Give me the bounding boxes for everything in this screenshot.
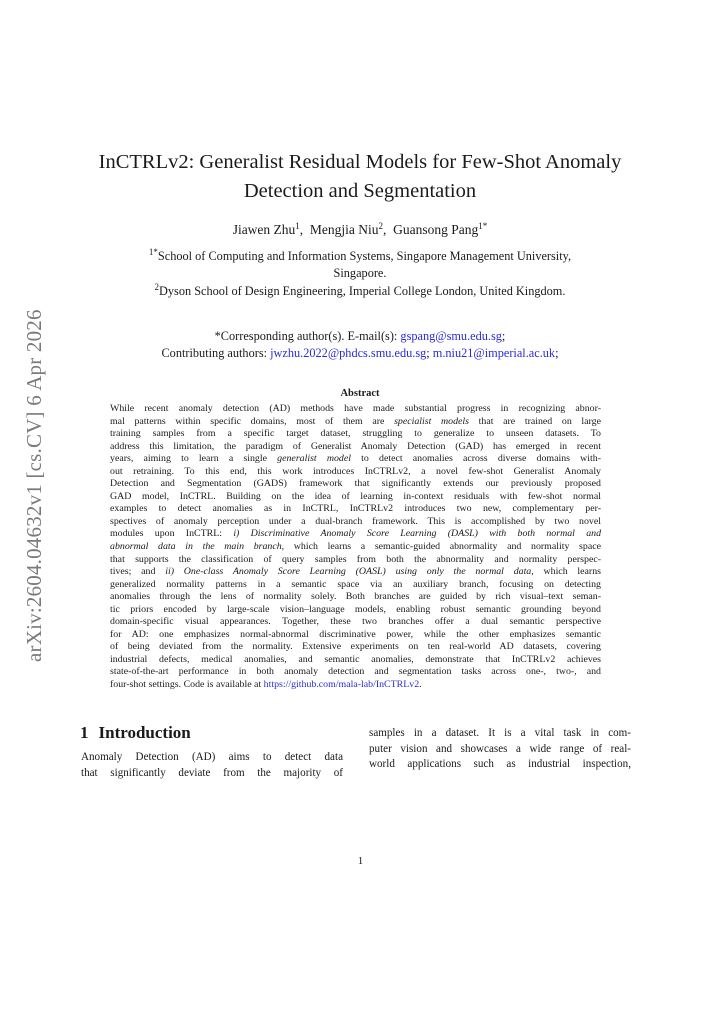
- abstract-line: [110, 641, 601, 654]
- author-name: Guansong Pang: [393, 222, 479, 237]
- abstract-line: [110, 591, 601, 604]
- abstract-line: [110, 428, 601, 441]
- abstract-line: [110, 441, 601, 454]
- abstract-text: While recent anomaly detection (AD) methods have made substantial progress in recognizing abnor-: [110, 403, 601, 414]
- abstract-line: [110, 566, 601, 579]
- italic-term: generalist model: [277, 453, 351, 465]
- author-name: Mengjia Niu: [309, 222, 379, 237]
- abstract-text: , which learns: [531, 566, 601, 578]
- italic-term: specialist models: [394, 415, 469, 427]
- abstract-line: [110, 654, 601, 667]
- abstract-line: [110, 579, 601, 592]
- title-line: InCTRLv2: Generalist Residual Models for Few-Shot Anomaly: [98, 151, 622, 173]
- section-heading: [80, 723, 191, 743]
- abstract-text: , which learns a semantic-guided abnormality and normality space: [281, 541, 601, 553]
- abstract-body: [110, 403, 601, 692]
- abstract-text: four-shot settings. Code is available at: [110, 679, 264, 691]
- abstract-line: [110, 466, 601, 479]
- abstract-text: industrial defects, medical anomalies, and semantic anomalies, demonstrate that InCTRLv2 achieves: [110, 653, 601, 665]
- abstract-text: address this limitation, the paradigm of Generalist Anomaly Detection (GAD) has emerged in recent: [110, 440, 601, 452]
- arxiv-id: arXiv:2604.04632v1 [cs.CV] 6 Apr 2026: [22, 309, 46, 662]
- contrib-suffix: ;: [555, 346, 559, 360]
- abstract-text: to detect anomalies across diverse domains with-: [350, 453, 601, 465]
- abstract-text: out retraining. To this end, this work introduces InCTRLv2, a novel few-shot Generalist Anomaly: [110, 465, 601, 477]
- author-affil-mark: 2: [378, 221, 384, 231]
- abstract-text: generalized normality patterns in a semantic space via an auxiliary branch, focusing on detecting: [110, 578, 601, 590]
- affiliation-2: [60, 283, 660, 300]
- abstract-text: anomalies through the lens of normality solely. Both branches are guided by rich visual–text seman-: [110, 591, 601, 603]
- affil-text: School of Computing and Information Systems, Singapore Management University,: [157, 249, 572, 263]
- affil-mark: 2: [154, 282, 160, 292]
- abstract-line: [110, 503, 601, 516]
- contrib-email-link[interactable]: jwzhu.2022@phdcs.smu.edu.sg: [270, 346, 427, 360]
- abstract-text: examples to detect anomalies as in InCTRL, InCTRLv2 introduces two new, complementary per-: [110, 503, 601, 515]
- abstract-line: [110, 416, 601, 429]
- body-line: samples in a dataset. It is a vital task in com-: [369, 727, 631, 739]
- abstract-heading: Abstract: [340, 388, 380, 399]
- abstract-text: domain-specific visual appearances. Together, these two branches offer a dual semantic perspective: [110, 616, 601, 628]
- abstract-text: spectives of anomaly perception under a dual-branch framework. This is accomplished by two novel: [110, 515, 601, 527]
- corr-email-link[interactable]: gspang@smu.edu.sg: [400, 329, 502, 343]
- title-line: Detection and Segmentation: [243, 180, 477, 202]
- corr-prefix: *Corresponding author(s). E-mail(s):: [214, 329, 401, 343]
- author-affil-mark: 1: [295, 221, 300, 231]
- abstract-text: GAD model, InCTRL. Building on the idea of learning in-context residuals with few-shot normal: [110, 490, 601, 502]
- body-line: puter vision and showcases a wide range of real-: [369, 742, 631, 755]
- body-line: world applications such as industrial inspection,: [369, 758, 631, 770]
- correspondence-block: [60, 328, 660, 362]
- contrib-email-link[interactable]: m.niu21@imperial.ac.uk: [432, 346, 556, 360]
- section-title: Introduction: [98, 723, 191, 742]
- abstract-text: mal patterns within specific domains, most of them are: [110, 415, 395, 427]
- author-affil-mark: 1*: [478, 221, 488, 231]
- body-line: that significantly deviate from the majority of: [81, 766, 343, 779]
- abstract-text: .: [419, 679, 422, 691]
- abstract-line: [110, 679, 601, 692]
- abstract-text: for AD: one emphasizes normal-abnormal discriminative power, while the other emphasizes semantic: [110, 628, 601, 640]
- body-line: Anomaly Detection (AD) aims to detect data: [81, 751, 343, 763]
- affil-text: Dyson School of Design Engineering, Imperial College London, United Kingdom.: [159, 284, 566, 298]
- abstract-text: that are trained on large: [469, 415, 601, 427]
- abstract-text: that supports the classification of query samples from both the abnormality and normality perspec-: [110, 553, 601, 565]
- author-name: Jiawen Zhu: [232, 222, 296, 237]
- abstract-line: [110, 554, 601, 567]
- abstract-line: [110, 478, 601, 491]
- abstract-line: [110, 604, 601, 617]
- intro-right-column: [369, 726, 631, 773]
- contrib-sep: ;: [426, 346, 433, 360]
- abstract-line: [110, 541, 601, 554]
- abstract-text: modules upon InCTRL:: [110, 528, 234, 540]
- affiliation-1: [60, 248, 660, 282]
- abstract-text: Detection and Segmentation (GADS) framework that significantly extends our previously proposed: [110, 478, 601, 490]
- abstract-line: [110, 666, 601, 679]
- abstract-line: [110, 516, 601, 529]
- abstract-line: [110, 528, 601, 541]
- abstract-line: [110, 453, 601, 466]
- abstract-line: [110, 629, 601, 642]
- abstract-text: tic priors encoded by large-scale vision–language models, enabling robust semantic grounding beyond: [110, 603, 601, 615]
- section-number: 1: [80, 723, 89, 742]
- code-repo-link[interactable]: https://github.com/mala-lab/InCTRLv2: [263, 679, 420, 691]
- contrib-prefix: Contributing authors:: [161, 346, 271, 360]
- affil-text: Singapore.: [333, 266, 387, 280]
- page-number: 1: [357, 855, 364, 867]
- abstract-line: [110, 491, 601, 504]
- abstract-line: [110, 616, 601, 629]
- abstract-line: [110, 403, 601, 416]
- abstract-text: tives; and: [110, 566, 166, 578]
- abstract-text: of being deviated from the normality. Extensive experiments on ten real-world AD datasets, covering: [110, 641, 601, 653]
- abstract-text: state-of-the-art performance in both anomaly detection and segmentation tasks across one-, two-, and: [110, 666, 601, 678]
- abstract-text: years, aiming to learn a single: [110, 453, 278, 465]
- author-list: Jiawen Zhu$^1$, Mengjia Niu$^2$, Guansong Pang$^{1*}$: [232, 221, 488, 237]
- corr-suffix: ;: [501, 329, 506, 343]
- italic-term: ii) One-class Anomaly Score Learning (OASL) using only the normal data: [165, 566, 532, 578]
- italic-term: i) Discriminative Anomaly Score Learning (DASL) with both normal and: [233, 528, 602, 540]
- italic-term: abnormal data in the main branch: [110, 541, 282, 553]
- intro-left-column: [81, 750, 343, 781]
- affil-mark: 1*: [148, 247, 158, 257]
- abstract-text: training samples from a specific target dataset, struggling to generalize to unseen datasets. To: [110, 428, 601, 440]
- paper-title: [60, 148, 660, 206]
